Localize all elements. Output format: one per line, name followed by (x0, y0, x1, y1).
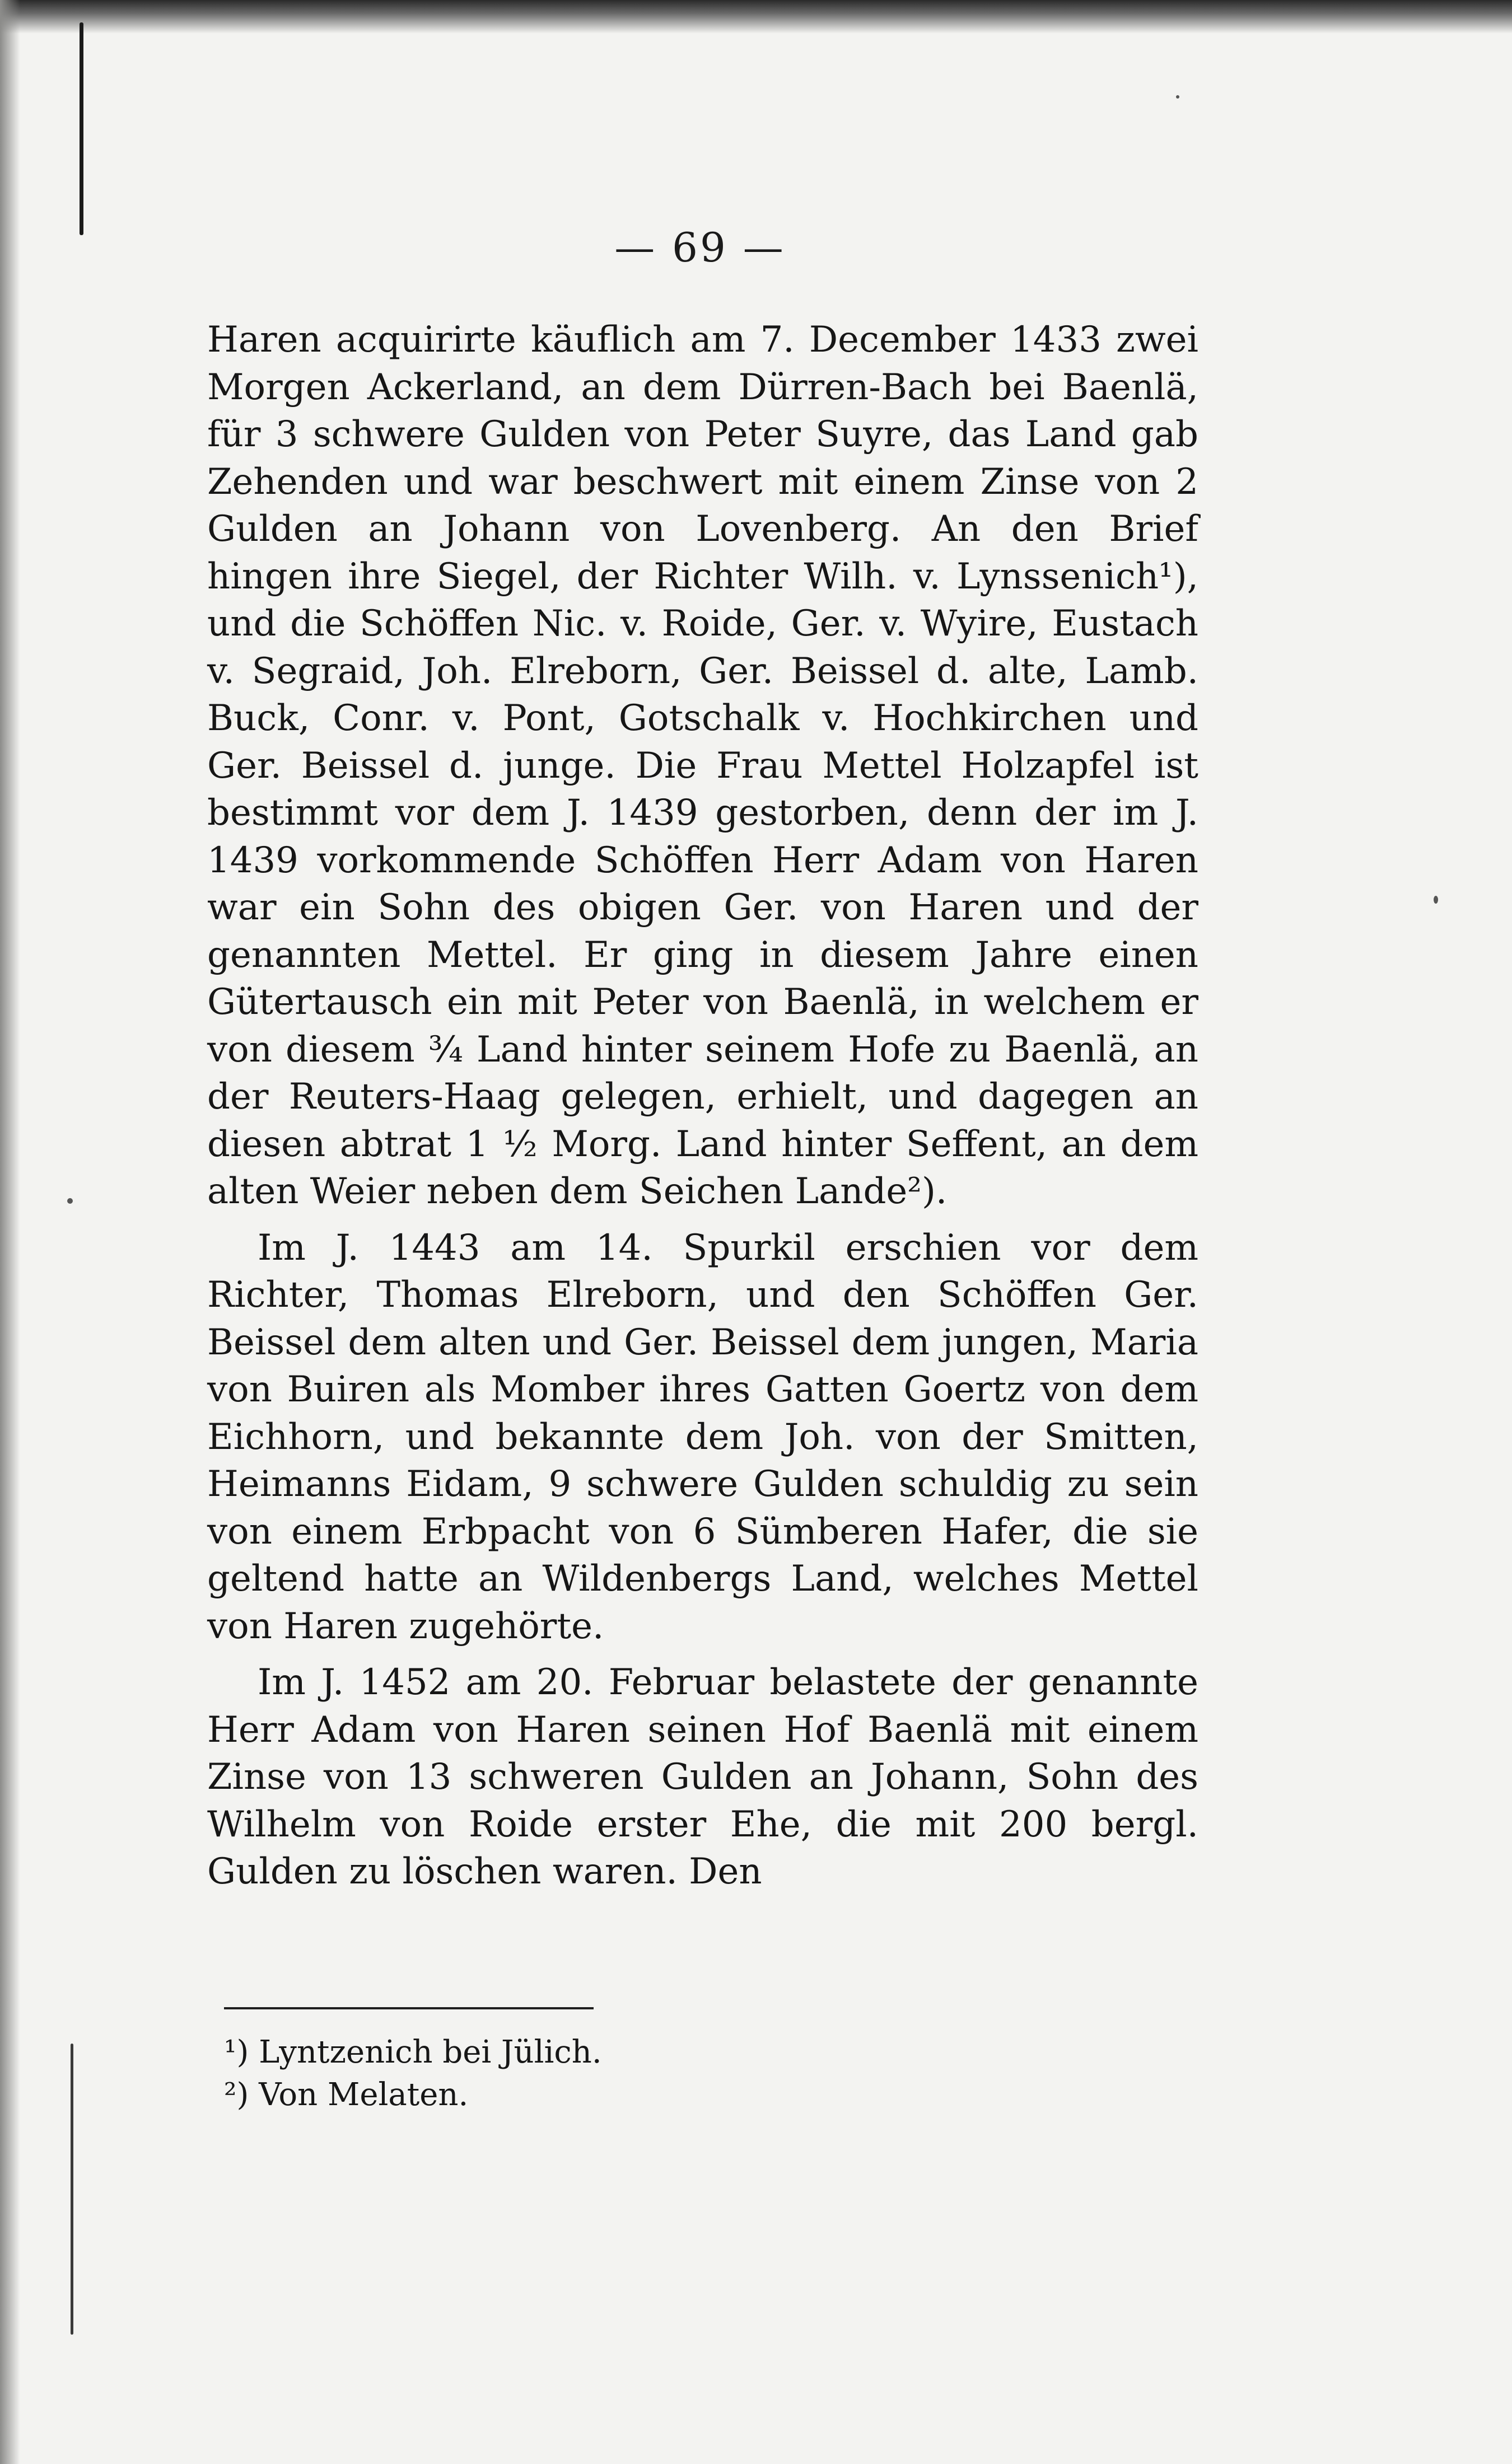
body-text (207, 316, 1198, 1896)
binding-mark-top (80, 22, 83, 235)
paragraph-3: Im J. 1452 am 20. Februar belastete der genannte Herr Adam von Haren seinen Hof Baenlä mit einem Zinse von 13 schweren Gulden an Johann, Sohn des Wilhelm von Roide erster Ehe, die mit 200 bergl. Gulden zu löschen waren. Den (207, 1662, 1198, 1892)
footnotes (224, 2031, 1064, 2116)
page-number: — 69 — (614, 224, 786, 271)
scan-speck (1434, 896, 1438, 904)
footnote-2: ²) Von Melaten. (224, 2077, 469, 2113)
scan-speck (1176, 95, 1179, 99)
scan-top-shadow (0, 0, 1512, 34)
footnote-1: ¹) Lyntzenich bei Jülich. (224, 2034, 602, 2070)
footnote-separator (224, 2007, 594, 2009)
binding-mark-bottom (71, 2044, 73, 2335)
paragraph-2: Im J. 1443 am 14. Spurkil erschien vor dem Richter, Thomas Elreborn, und den Schöffen Ger. Beissel dem alten und Ger. Beissel dem jungen, Maria von Buiren als Momber ihres Gatten Goertz von dem Eichhorn, und bekannte dem Joh. von der Smitten, Heimanns Eidam, 9 schwere Gulden schuldig zu sein von einem Erbpacht von 6 Sümberen Hafer, die sie geltend hatte an Wildenbergs Land, welches Mettel von Haren zugehörte. (207, 1227, 1198, 1647)
scan-left-edge (0, 0, 20, 2464)
scan-speck (67, 1198, 73, 1204)
paragraph-1: Haren acquirirte käuflich am 7. December 1433 zwei Morgen Ackerland, an dem Dürren-Bach bei Baenlä, für 3 schwere Gulden von Peter Suyre, das Land gab Zehenden und war beschwert mit einem Zinse von 2 Gulden an Johann von Lovenberg. An den Brief hingen ihre Siegel, der Richter Wilh. v. Lynssenich¹), und die Schöffen Nic. v. Roide, Ger. v. Wyire, Eustach v. Segraid, Joh. Elreborn, Ger. Beissel d. alte, Lamb. Buck, Conr. v. Pont, Gotschalk v. Hochkirchen und Ger. Beissel d. junge. Die Frau Mettel Holzapfel ist bestimmt vor dem J. 1439 gestorben, denn der im J. 1439 vorkommende Schöffen Herr Adam von Haren war ein Sohn des obigen Ger. von Haren und der genannten Mettel. Er ging in diesem Jahre einen Gütertausch ein mit Peter von Baenlä, in welchem er von diesem ¾ Land hinter seinem Hofe zu Baenlä, an der Reuters-Haag gelegen, erhielt, und dagegen an diesen abtrat 1 ½ Morg. Land hinter Seffent, an dem alten Weier neben dem Seichen Lande²). (207, 319, 1198, 1212)
